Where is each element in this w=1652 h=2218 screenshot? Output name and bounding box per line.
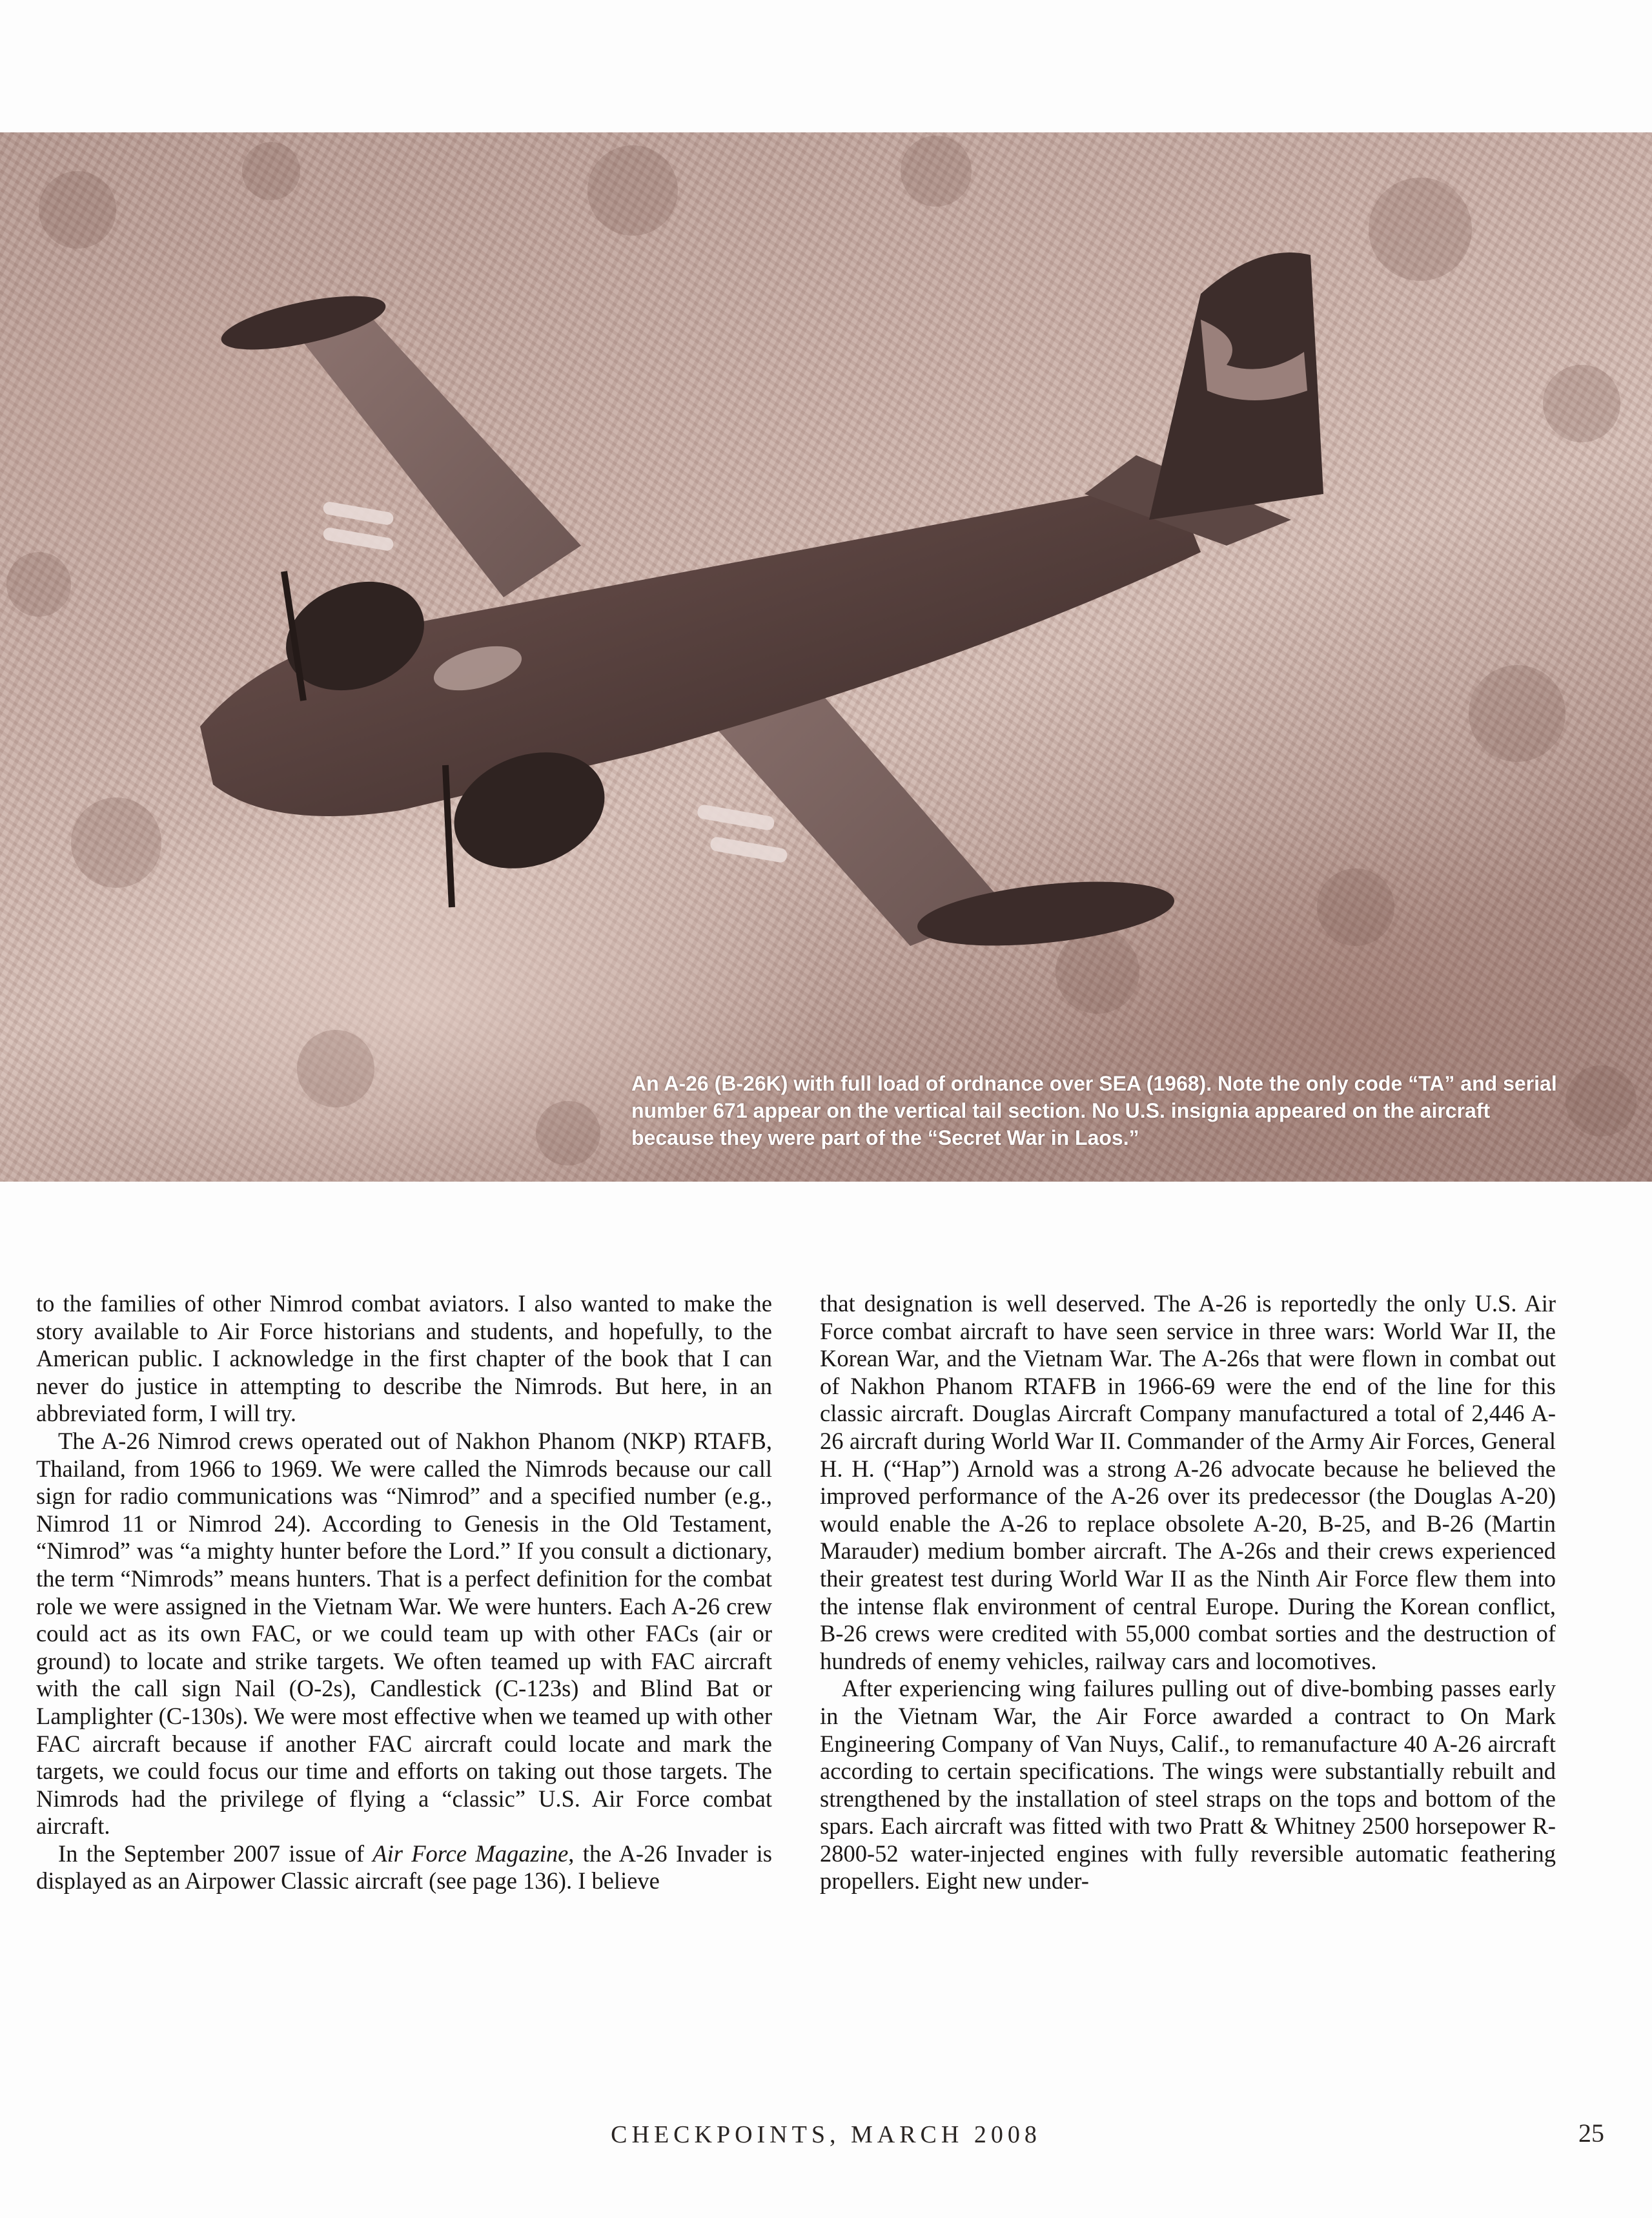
paragraph-text: In the September 2007 issue of [58, 1840, 373, 1867]
photo-caption: An A-26 (B-26K) with full load of ordnance over SEA (1968). Note the only code “TA” and serial number 671 appear on the vertical tail section. No U.S. insignia appeared on the aircraft because they were part of the “Secret War in Laos.” [631, 1072, 1557, 1149]
aircraft-photo [0, 132, 1652, 1182]
paragraph-text: , the A-26 Invader is displayed as an Airpower Classic aircraft (see page 136). I believe [36, 1840, 772, 1895]
magazine-title: Air Force Magazine [372, 1840, 569, 1867]
article-left-column [36, 1290, 772, 1895]
footer-publication: CHECKPOINTS, MARCH 2008 [611, 2121, 1041, 2148]
paragraph [36, 1840, 772, 1895]
paragraph: The A-26 Nimrod crews operated out of Nakhon Phanom (NKP) RTAFB, Thailand, from 1966 to 1969. We were called the Nimrods because our call sign for radio communications was “Nimrod” and a specified number (e.g., Nimrod 11 or Nimrod 24). According to Genesis in the Old Testament, “Nimrod” was “a mighty hunter before the Lord.” If you consult a dictionary, the term “Nimrods” means hunters. That is a perfect definition for the combat role we were assigned in the Vietnam War. We were hunters. Each A-26 crew could act as its own FAC, or we could team up with other FACs (air or ground) to locate and strike targets. We often teamed up with FAC aircraft with the call sign Nail (O-2s), Candlestick (C-123s) and Blind Bat or Lamplighter (C-130s). We were most effective when we teamed up with other FAC aircraft because if another FAC aircraft could locate and mark the targets, we could focus our time and efforts on taking out those targets. The Nimrods had the privilege of flying a “classic” U.S. Air Force combat aircraft. [36, 1427, 772, 1840]
paragraph: After experiencing wing failures pulling out of dive-bombing passes early in the Vietnam War, the Air Force awarded a contract to On Mark Engineering Company of Van Nuys, Calif., to remanufacture 40 A-26 aircraft according to certain specifications. The wings were substantially rebuilt and strengthened by the installation of steel straps on the tops and bottom of the spars. Each aircraft was fitted with two Pratt & Whitney 2500 horsepower R-2800-52 water-injected engines with fully reversible automatic feathering propellers. Eight new under- [820, 1675, 1556, 1895]
page-number: 25 [1578, 2119, 1604, 2148]
article-right-column [820, 1290, 1556, 1895]
a26-aircraft-illustration [0, 132, 1652, 1182]
paragraph: to the families of other Nimrod combat aviators. I also wanted to make the story available to Air Force historians and students, and hopefully, to the American public. I acknowledge in the first chapter of the book that I can never do justice in attempting to describe the Nimrods. But here, in an abbreviated form, I will try. [36, 1290, 772, 1427]
paragraph: that designation is well deserved. The A-26 is reportedly the only U.S. Air Force combat aircraft to have seen service in three wars: World War II, the Korean War, and the Vietnam War. The A-26s that were flown in combat out of Nakhon Phanom RTAFB in 1966-69 were the end of the line for this classic aircraft. Douglas Aircraft Company manufactured a total of 2,446 A-26 aircraft during World War II. Commander of the Army Air Forces, General H. H. (“Hap”) Arnold was a strong A-26 advocate because he believed the improved performance of the A-26 over its predecessor (the Douglas A-20) would enable the A-26 to replace obsolete A-20, B-25, and B-26 (Martin Marauder) medium bomber aircraft. The A-26s and their crews experienced their greatest test during World War II as the Ninth Air Force flew them into the intense flak environment of central Europe. During the Korean conflict, B-26 crews were credited with 55,000 combat sorties and the destruction of hundreds of enemy vehicles, railway cars and locomotives. [820, 1290, 1556, 1674]
